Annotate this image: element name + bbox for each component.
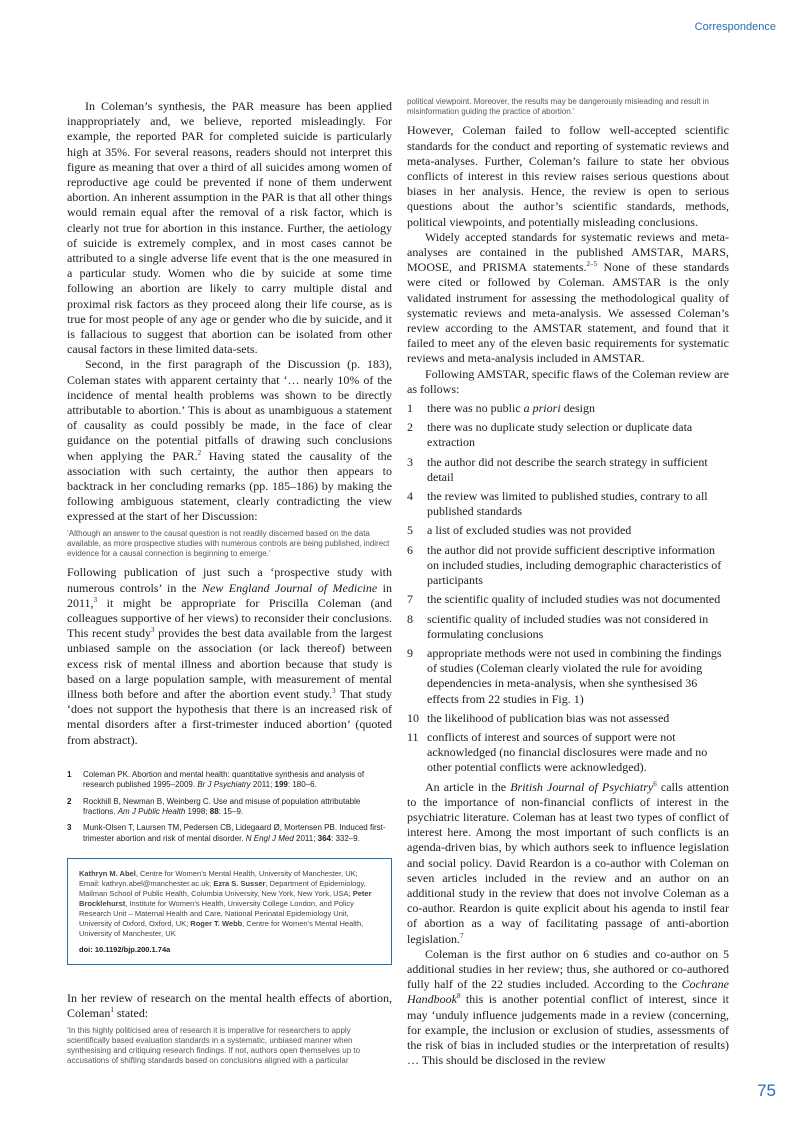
citation-marker: 1: [110, 1006, 114, 1015]
paragraph-discussion: [67, 357, 392, 524]
reference-item: [67, 823, 392, 844]
list-text: the likelihood of publication bias was not assessed: [427, 710, 670, 725]
paragraph-conflicts: [407, 780, 729, 947]
paragraph-text: calls attention to the importance of non-financial conflicts of interest in the psychiatric literature. Coleman has at least two types of conflict of interest here. Among the most important of such conflicts is an agenda-driven bias, by which authors seek to influence legislation and social policy. David Reardon is a co-author with Coleman on seven articles included in the review and an author on an additional study in the review that does not involve Coleman as a co-author. Reardon is quite explicit about his agenda to instil fear of abortion as a way of facilitating passage of anti-abortion legislation.: [407, 779, 729, 946]
list-number: 4: [407, 489, 413, 504]
paragraph-text: it might be appropriate for Priscilla Coleman (and colleagues supportive of her views) to reconsider their conclusions. This recent study: [67, 595, 392, 641]
list-number: 1: [407, 401, 413, 416]
paragraph-text: None of these standards were cited or followed by Coleman. AMSTAR is the only validated instrument for assessing the methodological quality of systematic reviews and meta-analysis. We assessed Coleman’s review according to the AMSTAR statement, and found that it failed to meet any of the eleven basic requirements for systematic reviews and meta-analysis included in AMSTAR.: [407, 260, 729, 366]
citation-marker: 2: [197, 448, 202, 457]
section-label: Correspondence: [694, 21, 776, 33]
list-number: 6: [407, 542, 413, 557]
paragraph-par-measure: In Coleman’s synthesis, the PAR measure has been applied inappropriately and, we believe, reported misleadingly. For example, the reported PAR for completed suicide is particularly high at 35%. For several reasons, readers should not interpret this figure as meaning that over a third of all suicides among women of reproductive age could be prevented if none of them underwent abortion. An inherent assumption in the PAR is that all other things would remain equal after the removal of a risk factor, which is clearly not true for abortion in this instance. Further, the aetiology of suicide is extremely complex, and in most cases cannot be attributed to a single adverse life event that is the one measured in a particular study. Women who die by suicide at some time following an abortion are likely to carry multiple distal and proximal risk factors as they proceed along their life course, as is true for most people of any age or gender who die by suicide, and it is fallacious to suggest that abortion can be isolated from other causal factors in these limited data-sets.: [67, 99, 392, 357]
reference-text: Munk-Olsen T, Laursen TM, Pedersen CB, Lidegaard Ø, Mortensen PB. Induced first-trimester abortion and risk of mental disorder. N Engl J Med 2011; 364: 332–9.: [83, 823, 386, 843]
list-number: 11: [407, 729, 419, 744]
list-item: [407, 523, 729, 538]
citation-marker: 6: [653, 779, 657, 788]
right-column: [407, 97, 729, 1068]
list-item: [407, 489, 729, 519]
list-number: 7: [407, 592, 413, 607]
list-item: [407, 646, 729, 707]
reference-item: [67, 770, 392, 791]
reference-list: [67, 770, 392, 844]
journal-title: New England Journal of Medicine: [201, 580, 378, 595]
block-quote: ‘In this highly politicised area of research it is imperative for researchers to apply scientifically based evaluation standards in a systematic, unbiased manner when synthesising and critiquing research findings. If not, authors open themselves up to accusations of shifting standards based on conclusions aligned with a particular: [67, 1025, 361, 1066]
list-item: [407, 543, 729, 589]
reference-number: 2: [67, 796, 72, 806]
citation-marker: 8: [457, 992, 461, 1001]
list-text: a list of excluded studies was not provided: [427, 523, 632, 538]
list-number: 2: [407, 420, 413, 435]
paragraph-cochrane: [407, 947, 729, 1069]
reference-number: 3: [67, 823, 72, 833]
list-number: 5: [407, 523, 413, 538]
list-text: the author did not describe the search strategy in sufficient detail: [427, 454, 708, 484]
paragraph-text: in 2011,: [67, 580, 392, 610]
list-number: 8: [407, 611, 413, 626]
left-column: [67, 99, 392, 1072]
author-affiliations-box: [67, 858, 392, 965]
list-item: [407, 730, 729, 776]
citation-marker: 3: [93, 595, 98, 604]
list-text: there was no public a priori design: [427, 401, 595, 416]
paragraph-coleman-review: [67, 991, 392, 1021]
citation-marker: 3: [332, 686, 336, 695]
list-text: the author did not provide sufficient descriptive information on included studies, including demographic characteristics of participants: [427, 542, 722, 588]
reference-number: 1: [67, 769, 72, 779]
paragraph-text: An article in the: [425, 779, 511, 794]
paragraph-text: Widely accepted standards for systematic reviews and meta-analyses are contained in the published AMSTAR, MARS, MOOSE, and PRISMA statements.: [407, 229, 729, 275]
list-text: the scientific quality of included studies was not documented: [427, 592, 721, 607]
list-item: [407, 401, 729, 416]
list-item: [407, 592, 729, 607]
doi-label: doi: 10.1192/bjp.200.1.74a: [79, 945, 171, 955]
block-quote: ‘Although an answer to the causal question is not readily discerned based on the data available, as more prospective studies with numerous controls are being published, indirect evidence for a causal connection is beginning to emerge.’: [67, 528, 390, 559]
list-text: appropriate methods were not used in combining the findings of studies (Coleman clearly violated the rule for avoiding dependencies in meta-analysis, when she synthesised 36 effects from 22 studies in Fig. 1): [427, 645, 722, 706]
paragraph-text: stated:: [113, 1006, 149, 1021]
citation-marker: 7: [460, 931, 464, 940]
citation-marker: 3: [150, 626, 155, 635]
paragraph-nejm-study: [67, 565, 392, 747]
reference-item: [67, 797, 392, 818]
citation-marker: 2–5: [586, 260, 598, 269]
paragraph-text: Coleman is the first author on 6 studies and co-author on 5 additional studies in her review; thus, she authored or co-authored fully half of the 22 studies included. According to the: [407, 946, 729, 992]
list-number: 3: [407, 454, 413, 469]
reference-text: Rockhill B, Newman B, Weinberg C. Use and misuse of population attributable fractions. Am J Public Health 1998; 88: 15–9.: [83, 796, 361, 816]
paragraph-text: provides the best data available from the largest unbiased sample on the association (or lack thereof) between excess risk of mental illness and abortion because that study is based on a large population sample, with measurement of mental illness both before and after the abortion event study.: [67, 626, 392, 701]
author-affiliations: Kathryn M. Abel, Centre for Women’s Mental Health, University of Manchester, UK; Email: kathryn.abel@manchester.ac.uk; Ezra S. Susser, Department of Epidemiology, Mailman School of Public Health, Columbia University, New York, New York, USA; Peter Brocklehurst, Institute for Women’s Health, University College London, and Policy Research Unit – Maternal Health and Care, National Perinatal Epidemiology Unit, University of Oxford, Oxford, UK; Roger T. Webb, Centre for Women’s Mental Health, University of Manchester, UK: [79, 869, 372, 939]
list-item: [407, 612, 729, 642]
paragraph-text: Second, in the first paragraph of the Discussion (p. 183), Coleman states with apparent certainty that ‘… nearly 10% of the incidence of mental health problems was shown to be directly attributable to abortion.’ This is about as unambiguous a statement of causality as could possibly be made, in the face of clear guidance on the potential pitfalls of drawing such conclusions when applying the PAR.: [67, 357, 392, 463]
page-number: 75: [757, 1081, 776, 1100]
flaws-list: [407, 401, 729, 775]
journal-title: British Journal of Psychiatry: [510, 779, 654, 794]
paragraph-text: this is another potential conflict of interest, since it may ‘unduly influence judgements made in a review (concerning, for example, the inclusion or exclusion of studies, assessments of the risk of bias in included studies or the interpretation of results) … This should be disclosed in the review: [407, 992, 729, 1068]
list-item: [407, 455, 729, 485]
list-text: the review was limited to published studies, contrary to all published standards: [427, 489, 708, 519]
book-title: Cochrane Handbook: [407, 977, 729, 1007]
paragraph-text: Having stated the causality of the association with such certainty, the author then appears to backtrack in her concluding remarks (pp. 185–186) by making the following ambiguous statement, clearly contradicting the view expressed at the start of her Discussion:: [67, 448, 392, 524]
paragraph-flaws-intro: Following AMSTAR, specific flaws of the Coleman review are as follows:: [407, 366, 729, 396]
list-text: there was no duplicate study selection or duplicate data extraction: [427, 420, 693, 450]
list-text: scientific quality of included studies was not considered in formulating conclusions: [427, 611, 709, 641]
paragraph-text: Following publication of just such a ‘prospective study with numerous controls’ in the: [67, 565, 392, 595]
paragraph-standards: However, Coleman failed to follow well-accepted scientific standards for the conduct and reporting of systematic reviews and meta-analyses. Further, Coleman’s failure to state her obvious conflicts of interest in this review raises serious questions about biases in her analysis. Hence, the review is open to serious questions about the author’s scientific standards, methods, political viewpoints, and potentially misleading conclusions.: [407, 123, 729, 229]
list-number: 9: [407, 645, 413, 660]
list-number: 10: [407, 710, 419, 725]
list-item: [407, 420, 729, 450]
reference-text: Coleman PK. Abortion and mental health: quantitative synthesis and analysis of research published 1995–2009. Br J Psychiatry 2011; 199: 180–6.: [83, 769, 365, 790]
paragraph-text: In her review of research on the mental health effects of abortion, Coleman: [67, 991, 392, 1021]
block-quote-continued: political viewpoint. Moreover, the results may be dangerously misleading and result in misinformation guiding the practice of abortion.’: [407, 97, 709, 117]
list-text: conflicts of interest and sources of support were not acknowledged (no financial disclosures were made and no other potential conflicts were acknowledged).: [427, 729, 708, 775]
list-item: [407, 711, 729, 726]
paragraph-amstar: [407, 230, 729, 367]
paragraph-text: That study ‘does not support the hypothesis that there is an increased risk of mental disorders after a first-trimester induced abortion’ (quoted from abstract).: [67, 686, 392, 747]
